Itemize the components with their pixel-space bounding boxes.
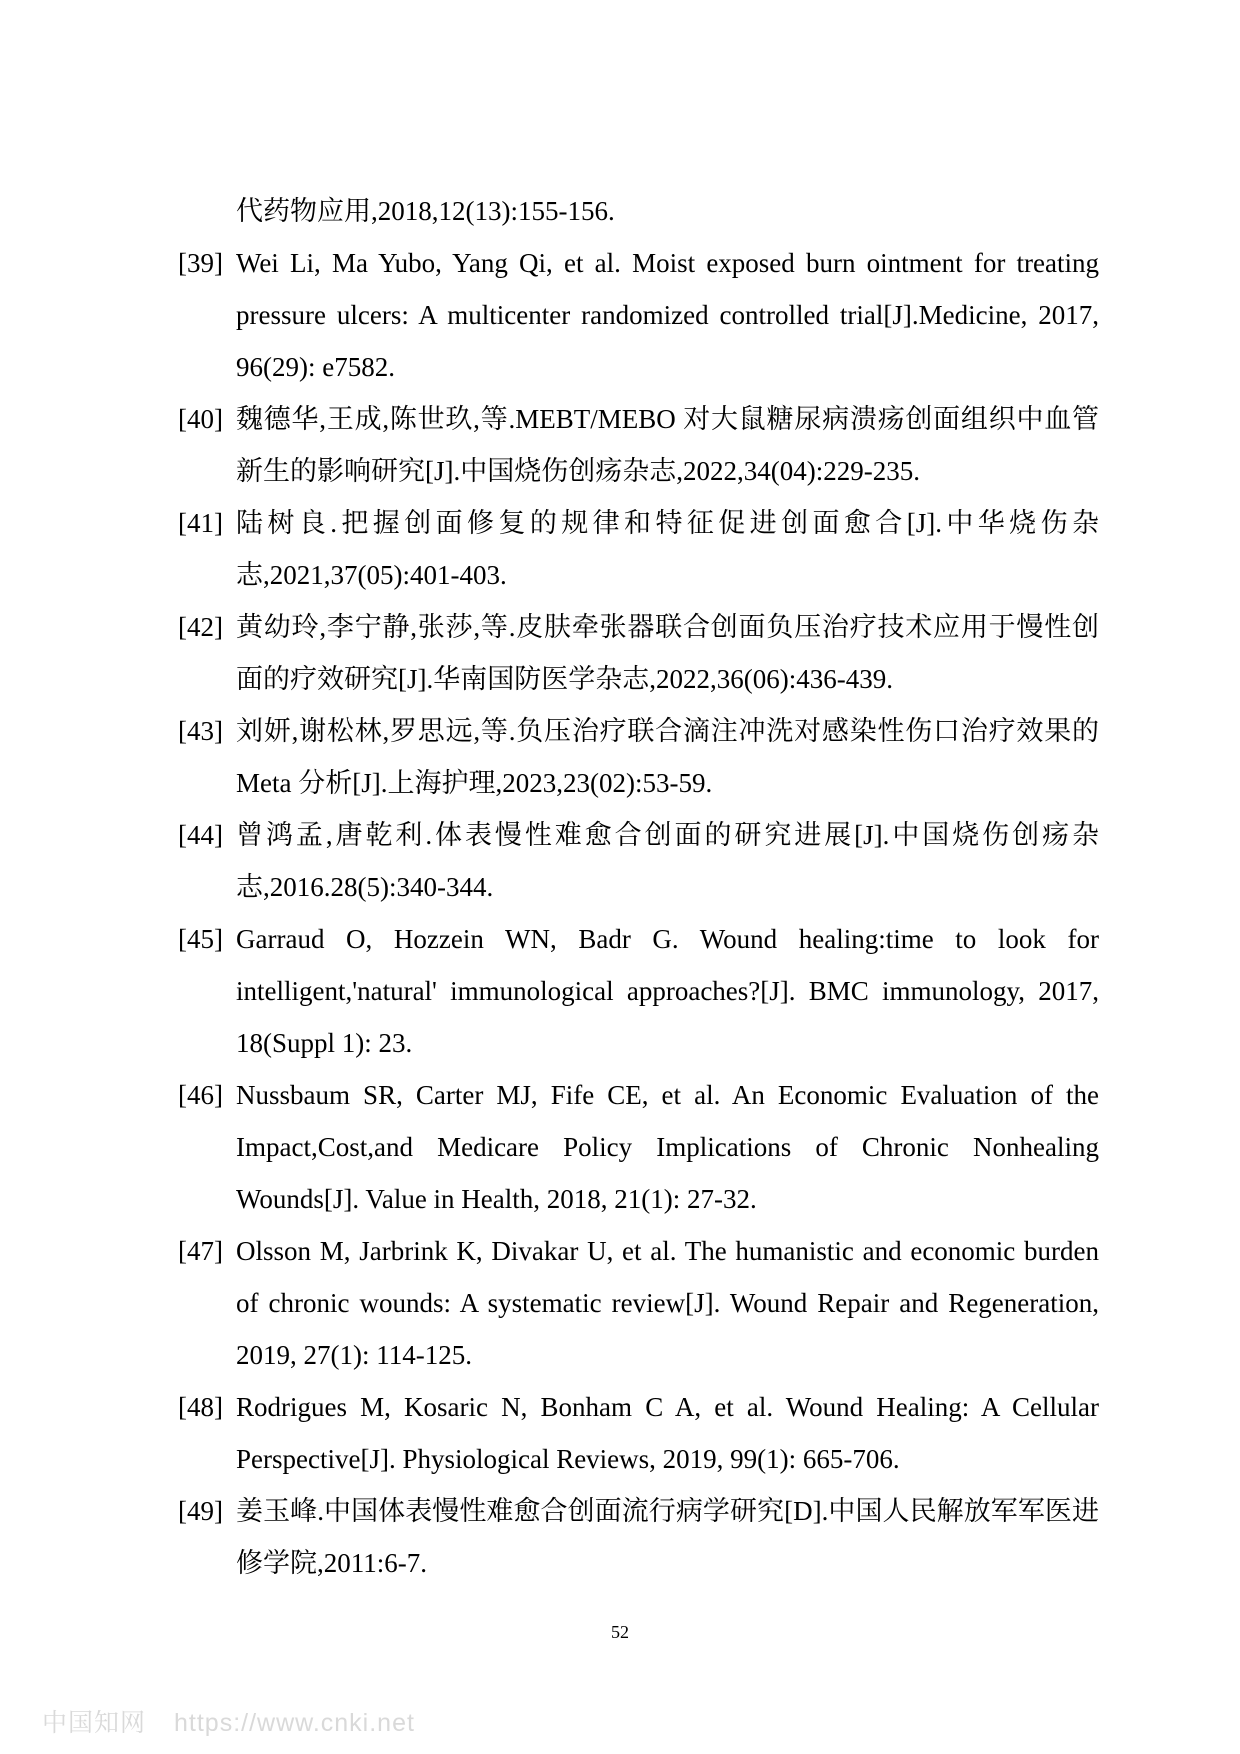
reference-text: 黄幼玲,李宁静,张莎,等.皮肤牵张器联合创面负压治疗技术应用于慢性创面的疗效研究[J].华南国防医学杂志,2022,36(06):436-439. bbox=[236, 612, 1099, 694]
page-number: 52 bbox=[611, 1622, 629, 1642]
reference-item bbox=[178, 809, 1099, 913]
reference-item bbox=[178, 1485, 1099, 1589]
reference-number: [45] bbox=[178, 924, 223, 954]
reference-number: [49] bbox=[178, 1496, 223, 1526]
reference-text: Nussbaum SR, Carter MJ, Fife CE, et al. An Economic Evaluation of the Impact,Cost,and Medicare Policy Implications of Chronic Nonhealing Wounds[J]. Value in Health, 2018, 21(1): 27-32. bbox=[236, 1080, 1099, 1214]
reference-item bbox=[178, 705, 1099, 809]
reference-item bbox=[178, 601, 1099, 705]
reference-list bbox=[178, 185, 1099, 1589]
reference-text: Wei Li, Ma Yubo, Yang Qi, et al. Moist exposed burn ointment for treating pressure ulcers: A multicenter randomized controlled trial[J].Medicine, 2017, 96(29): e7582. bbox=[236, 248, 1099, 382]
reference-item bbox=[178, 237, 1099, 393]
reference-text: Garraud O, Hozzein WN, Badr G. Wound healing:time to look for intelligent,'natural' immunological approaches?[J]. BMC immunology, 2017, 18(Suppl 1): 23. bbox=[236, 924, 1099, 1058]
reference-text: 姜玉峰.中国体表慢性难愈合创面流行病学研究[D].中国人民解放军军医进修学院,2011:6-7. bbox=[236, 1496, 1099, 1578]
reference-number: [43] bbox=[178, 716, 223, 746]
reference-text: Olsson M, Jarbrink K, Divakar U, et al. The humanistic and economic burden of chronic wounds: A systematic review[J]. Wound Repair and Regeneration, 2019, 27(1): 114-125. bbox=[236, 1236, 1099, 1370]
reference-item bbox=[178, 393, 1099, 497]
reference-text: Rodrigues M, Kosaric N, Bonham C A, et al. Wound Healing: A Cellular Perspective[J]. Physiological Reviews, 2019, 99(1): 665-706. bbox=[236, 1392, 1099, 1474]
reference-number: [40] bbox=[178, 404, 223, 434]
reference-text: 魏德华,王成,陈世玖,等.MEBT/MEBO 对大鼠糖尿病溃疡创面组织中血管新生的影响研究[J].中国烧伤创疡杂志,2022,34(04):229-235. bbox=[236, 404, 1099, 486]
reference-number: [41] bbox=[178, 508, 223, 538]
reference-item bbox=[178, 1381, 1099, 1485]
reference-text: 陆树良.把握创面修复的规律和特征促进创面愈合[J].中华烧伤杂志,2021,37(05):401-403. bbox=[236, 508, 1099, 590]
reference-item bbox=[178, 1069, 1099, 1225]
reference-number: [39] bbox=[178, 248, 223, 278]
watermark-brand: 中国知网 bbox=[42, 1708, 147, 1737]
reference-item bbox=[178, 1225, 1099, 1381]
reference-number: [48] bbox=[178, 1392, 223, 1422]
reference-continuation: 代药物应用,2018,12(13):155-156. bbox=[236, 196, 615, 226]
reference-item bbox=[178, 913, 1099, 1069]
reference-text: 曾鸿孟,唐乾利.体表慢性难愈合创面的研究进展[J].中国烧伤创疡杂志,2016.28(5):340-344. bbox=[236, 820, 1099, 902]
reference-number: [47] bbox=[178, 1236, 223, 1266]
reference-number: [46] bbox=[178, 1080, 223, 1110]
reference-text: 刘妍,谢松林,罗思远,等.负压治疗联合滴注冲洗对感染性伤口治疗效果的 Meta 分析[J].上海护理,2023,23(02):53-59. bbox=[236, 716, 1099, 798]
reference-number: [42] bbox=[178, 612, 223, 642]
reference-number: [44] bbox=[178, 820, 223, 850]
watermark bbox=[42, 1703, 415, 1739]
reference-item bbox=[178, 497, 1099, 601]
watermark-url: https://www.cnki.net bbox=[174, 1709, 415, 1737]
